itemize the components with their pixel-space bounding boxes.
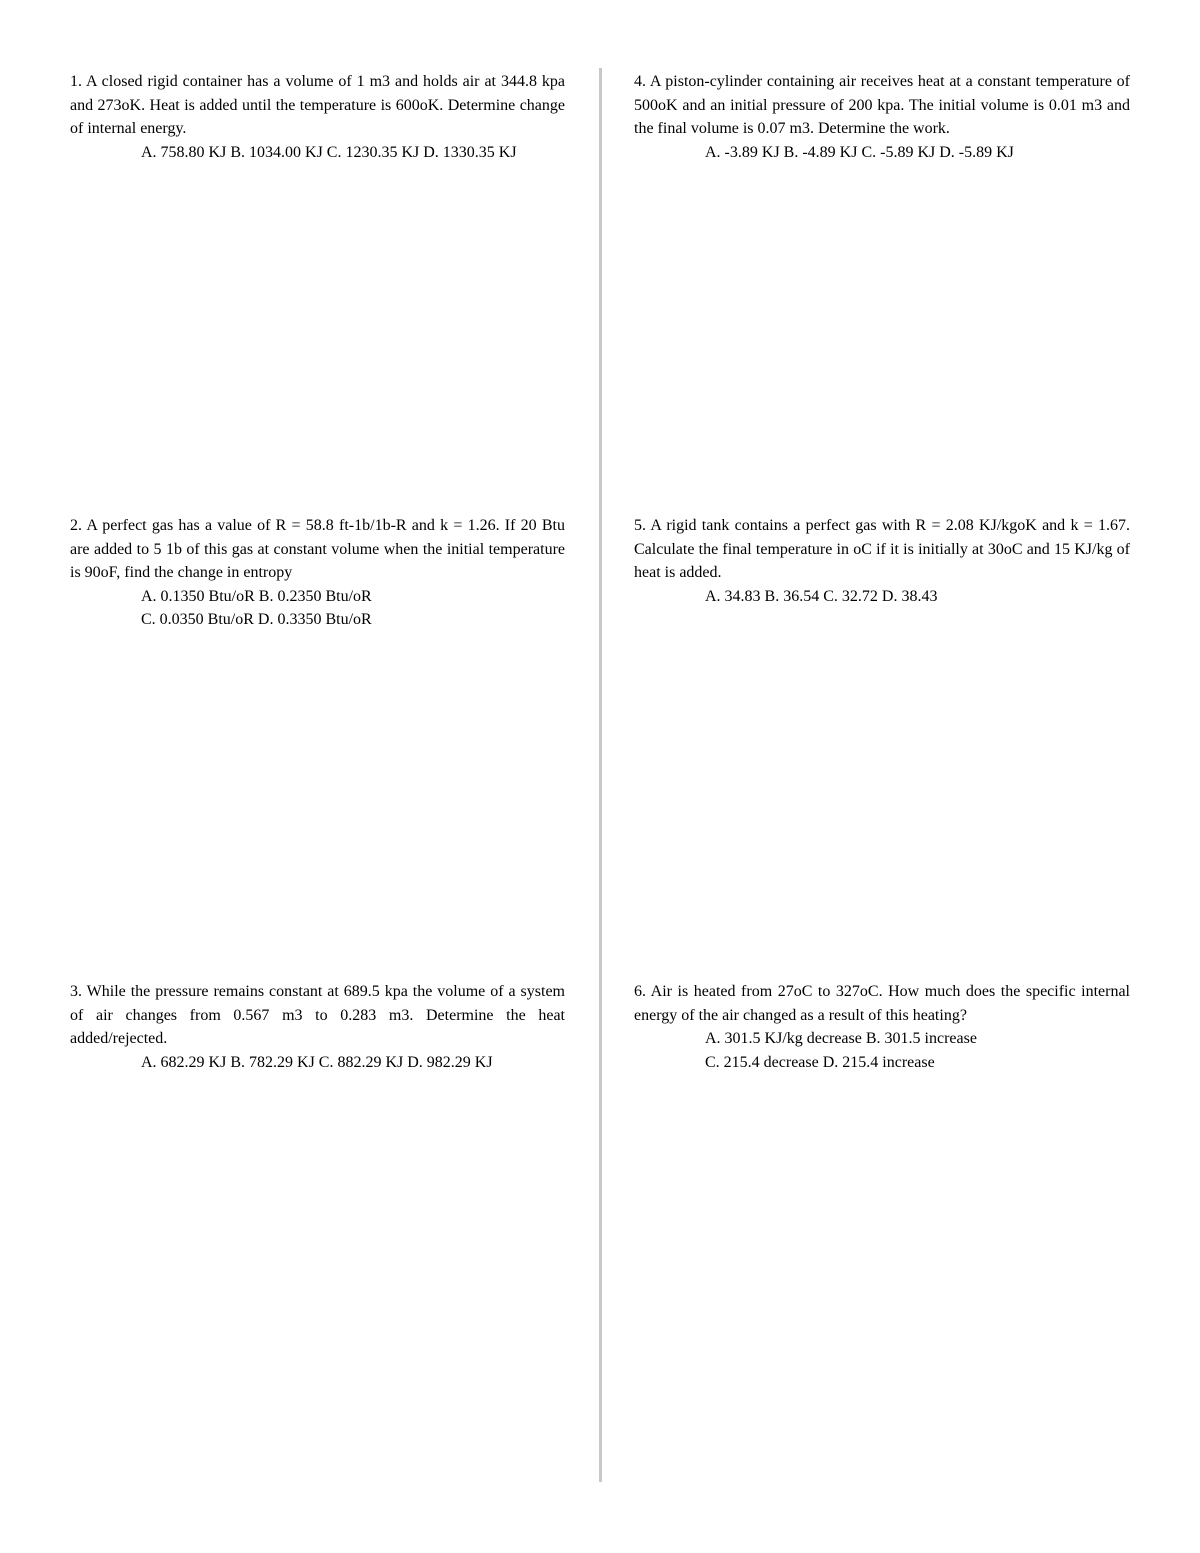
column-divider (599, 68, 602, 1482)
question-text: 6. Air is heated from 27oC to 327oC. How much does the specific internal energy of the air changed as a result of this heating? (634, 983, 1130, 1024)
answer-choices: A. 34.83 B. 36.54 C. 32.72 D. 38.43 (705, 587, 938, 605)
question-text: 5. A rigid tank contains a perfect gas with R = 2.08 KJ/kgoK and k = 1.67. Calculate the final temperature in oC if it is initially at 30oC and 15 KJ/kg of heat is added. (634, 517, 1130, 581)
question-5 (634, 514, 1130, 608)
question-text: 3. While the pressure remains constant at 689.5 kpa the volume of a system of air changes from 0.567 m3 to 0.283 m3. Determine the heat added/rejected. (70, 983, 565, 1047)
question-text: 1. A closed rigid container has a volume of 1 m3 and holds air at 344.8 kpa and 273oK. Heat is added until the temperature is 600oK. Determine change of internal energy. (70, 73, 565, 137)
question-1 (70, 70, 565, 164)
question-2 (70, 514, 565, 632)
question-4 (634, 70, 1130, 164)
answer-choices: A. 301.5 KJ/kg decrease B. 301.5 increase (705, 1030, 977, 1047)
answer-choices: A. -3.89 KJ B. -4.89 KJ C. -5.89 KJ D. -5.89 KJ (705, 143, 1014, 161)
answer-choices: C. 215.4 decrease D. 215.4 increase (705, 1053, 935, 1071)
answer-choices: A. 682.29 KJ B. 782.29 KJ C. 882.29 KJ D. 982.29 KJ (141, 1053, 493, 1071)
answer-choices: C. 0.0350 Btu/oR D. 0.3350 Btu/oR (141, 611, 372, 628)
question-text: 4. A piston-cylinder containing air receives heat at a constant temperature of 500oK and an initial pressure of 200 kpa. The initial volume is 0.01 m3 and the final volume is 0.07 m3. Determine the work. (634, 73, 1130, 137)
answer-choices: A. 758.80 KJ B. 1034.00 KJ C. 1230.35 KJ D. 1330.35 KJ (141, 143, 517, 161)
question-6 (634, 980, 1130, 1074)
answer-choices: A. 0.1350 Btu/oR B. 0.2350 Btu/oR (141, 587, 372, 605)
question-3 (70, 980, 565, 1074)
question-text: 2. A perfect gas has a value of R = 58.8 ft-1b/1b-R and k = 1.26. If 20 Btu are added to 5 1b of this gas at constant volume when the initial temperature is 90oF, find the change in entropy (70, 517, 565, 581)
